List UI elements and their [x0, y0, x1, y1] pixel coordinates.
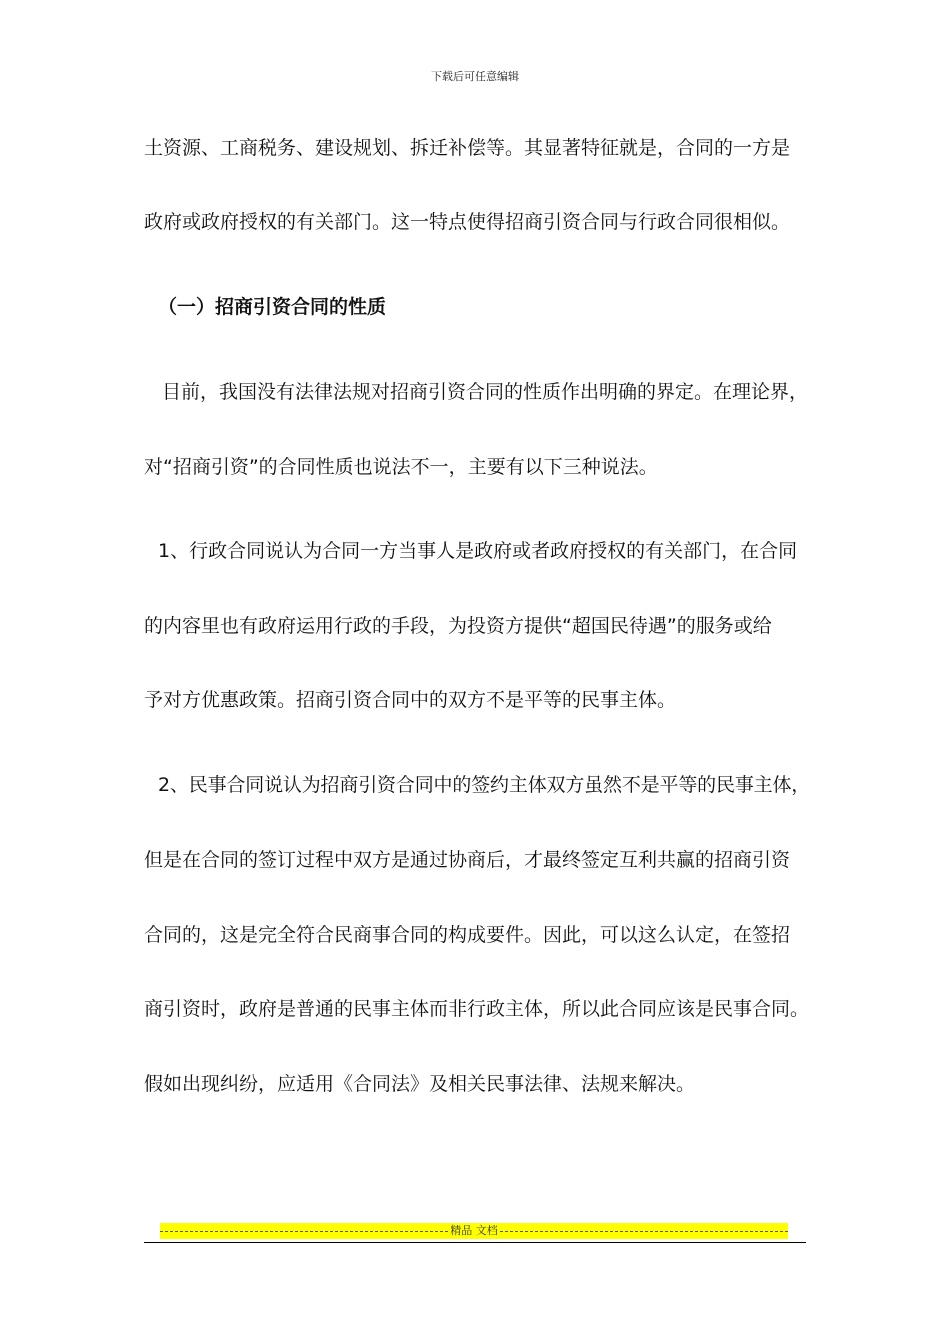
list-item-line: 1、行政合同说认为合同一方当事人是政府或者政府授权的有关部门，在合同 [158, 540, 798, 562]
section-heading: （一）招商引资合同的性质 [158, 296, 387, 318]
body-line: 但是在合同的签订过程中双方是通过协商后，才最终签定互利共赢的招商引资 [144, 849, 791, 871]
body-line: 土资源、工商税务、建设规划、拆迁补偿等。其显著特征就是，合同的一方是 [144, 137, 791, 159]
body-line: 商引资时，政府是普通的民事主体而非行政主体，所以此合同应该是民事合同。 [144, 998, 810, 1020]
footer-dash-right [500, 1223, 788, 1239]
footer-banner [160, 1223, 788, 1239]
footer-label: 精品 文档 [450, 1224, 498, 1237]
body-line: 的内容里也有政府运用行政的手段，为投资方提供“超国民待遇”的服务或给 [144, 615, 772, 637]
body-line: 予对方优惠政策。招商引资合同中的双方不是平等的民事主体。 [144, 689, 677, 711]
body-line: 对“招商引资”的合同性质也说法不一，主要有以下三种说法。 [144, 456, 658, 478]
body-line: 政府或政府授权的有关部门。这一特点使得招商引资合同与行政合同很相似。 [144, 211, 791, 233]
body-line: 假如出现纠纷，应适用《合同法》及相关民事法律、法规来解决。 [144, 1073, 696, 1095]
footer-rule [144, 1242, 806, 1243]
list-item-line: 2、民事合同说认为招商引资合同中的签约主体双方虽然不是平等的民事主体， [158, 774, 811, 796]
footer-dash-left [160, 1223, 448, 1239]
page-header: 下载后可任意编辑 [431, 70, 519, 83]
body-line: 合同的，这是完全符合民商事合同的构成要件。因此，可以这么认定，在签招 [144, 924, 791, 946]
body-line: 目前，我国没有法律法规对招商引资合同的性质作出明确的界定。在理论界， [162, 381, 809, 403]
